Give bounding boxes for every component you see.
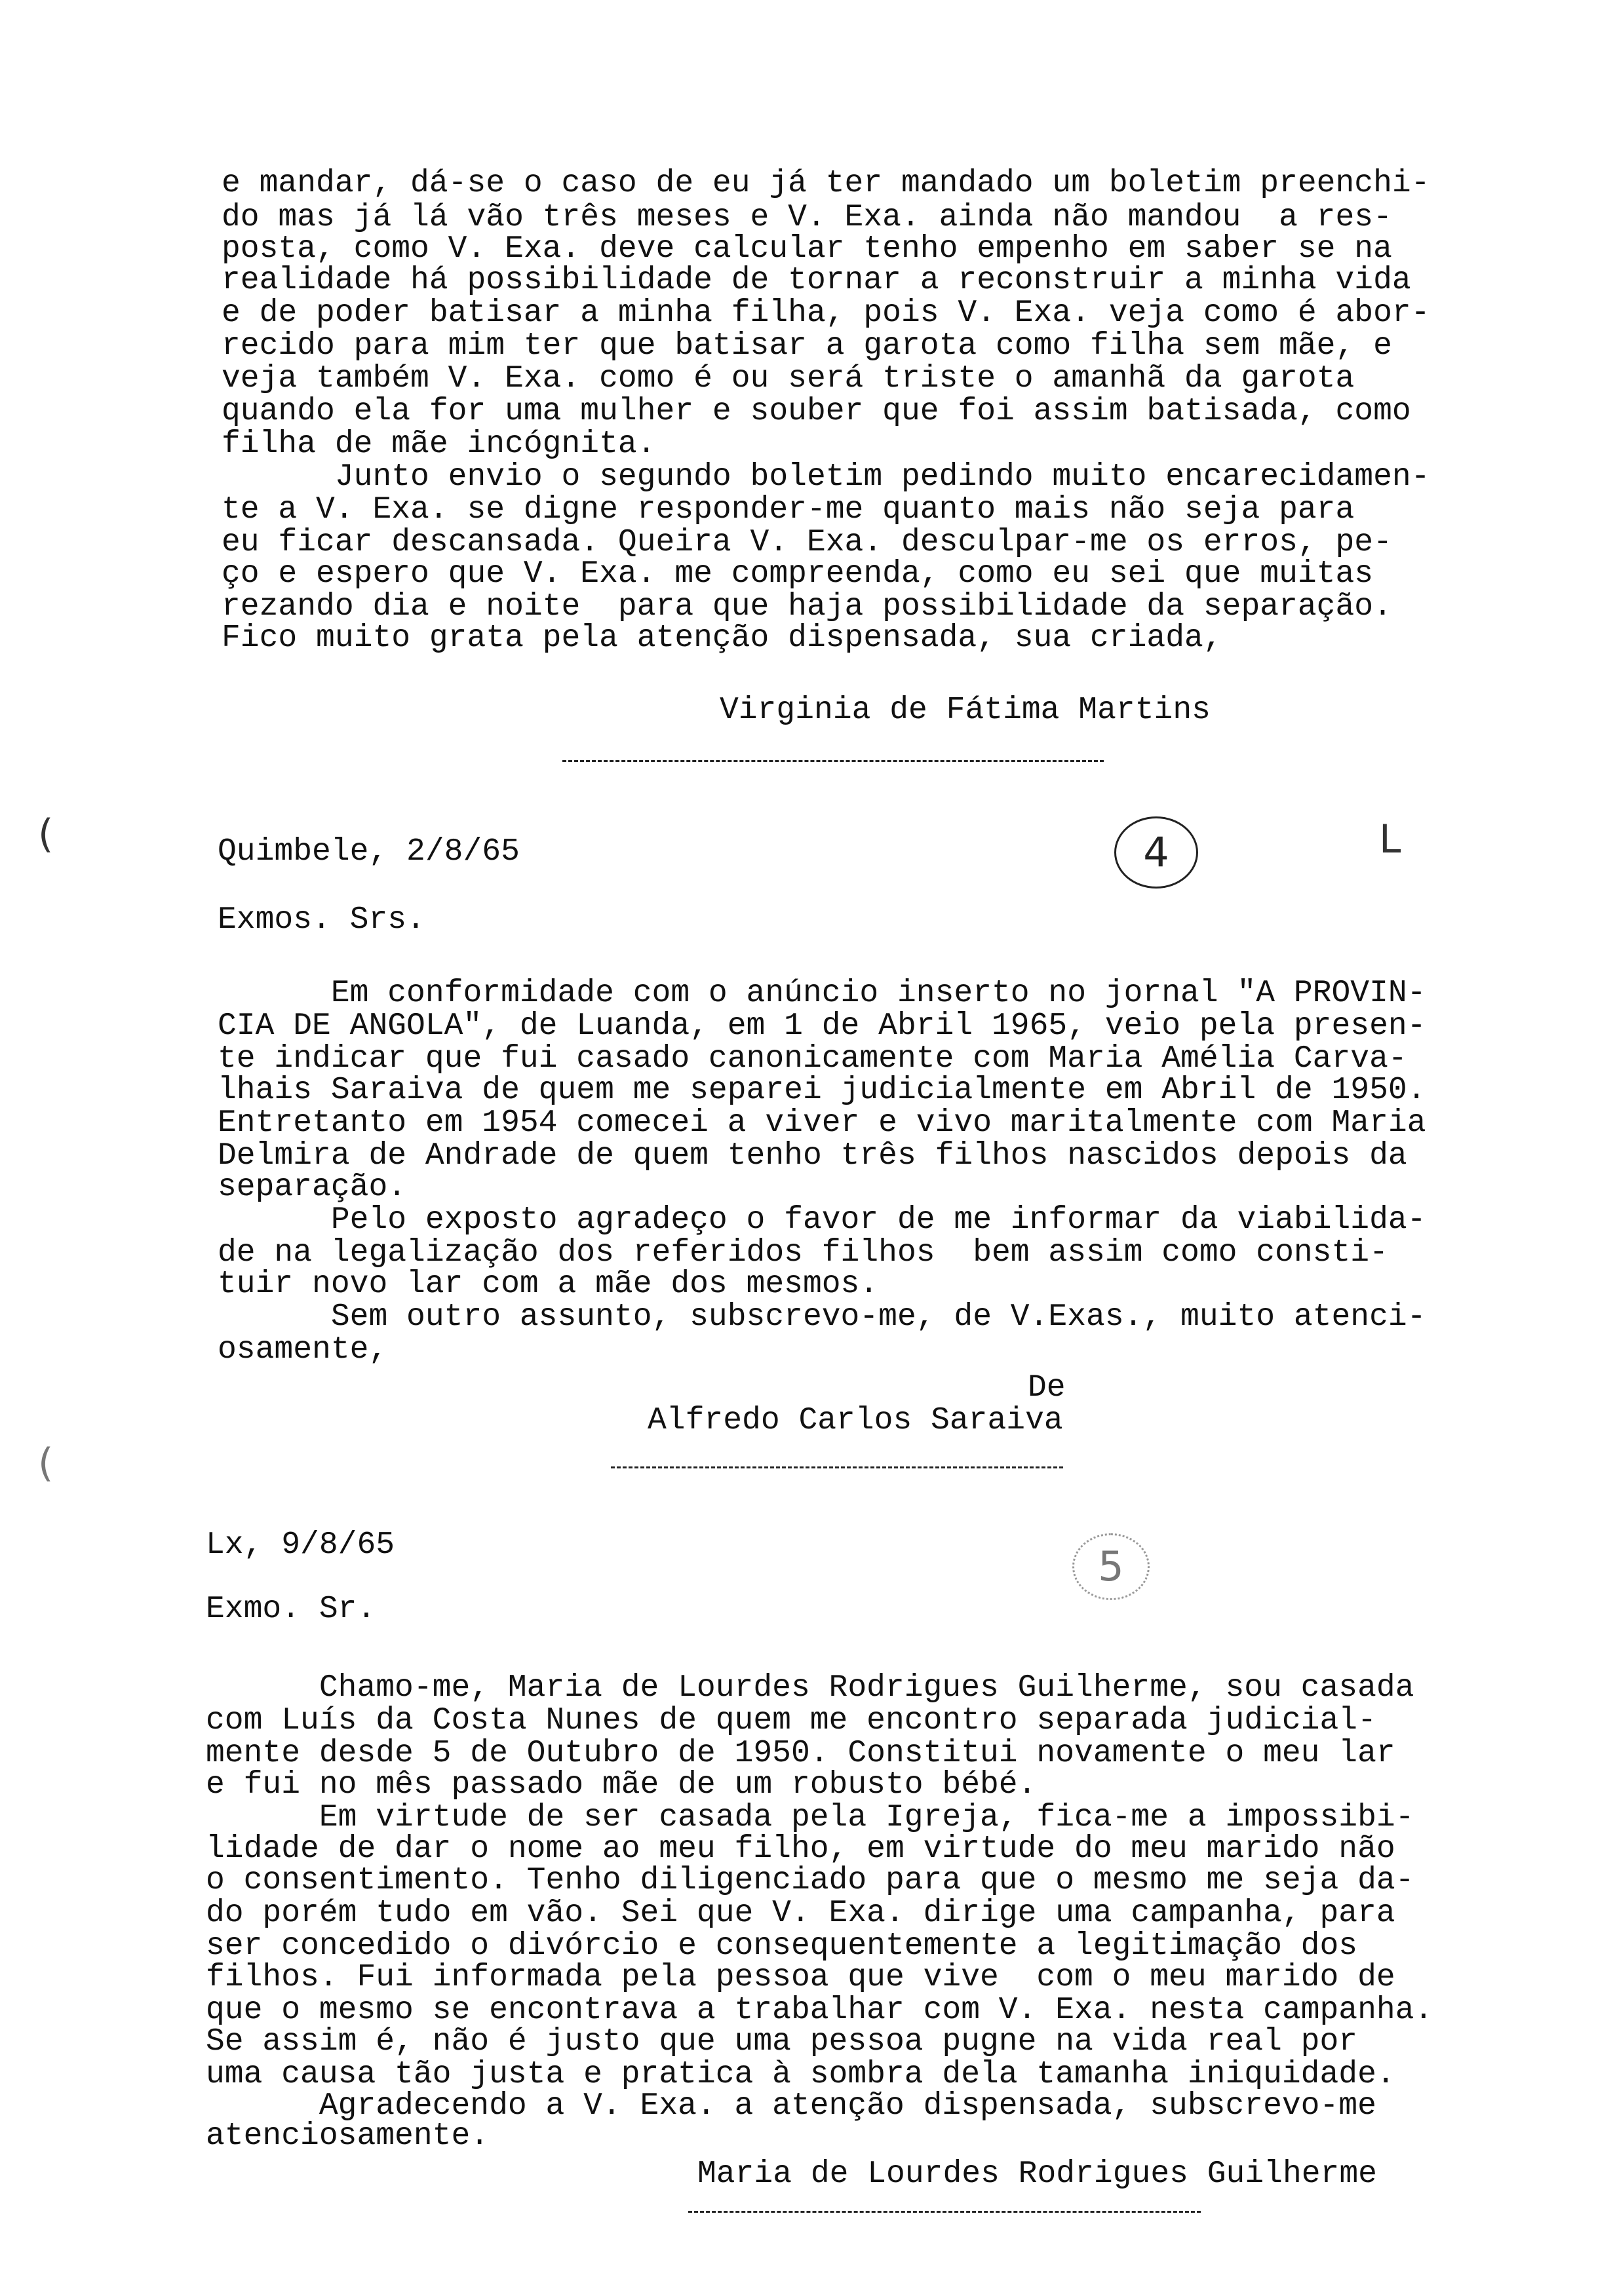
letter-1-line: e mandar, dá-se o caso de eu já ter mandado um boletim preenchi- — [222, 166, 1430, 201]
letter-2-line: separação. — [218, 1170, 407, 1205]
letter-2-place-date: Quimbele, 2/8/65 — [218, 834, 520, 870]
letter-1-line: do mas já lá vão três meses e V. Exa. ainda não mandou a res- — [222, 200, 1392, 235]
page-number-5: 5 — [1072, 1533, 1150, 1600]
letter-2-line: de na legalização dos referidos filhos bem assim como consti- — [218, 1235, 1388, 1271]
letter-3-line: Chamo-me, Maria de Lourdes Rodrigues Guilherme, sou casada — [206, 1670, 1414, 1706]
letter-2-signature: Alfredo Carlos Saraiva — [648, 1403, 1063, 1438]
letter-3-line: o consentimento. Tenho diligenciado para que o mesmo me seja da- — [206, 1863, 1414, 1898]
letter-1-line: Fico muito grata pela atenção dispensada, sua criada, — [222, 621, 1222, 656]
letter-1-line: posta, como V. Exa. deve calcular tenho empenho em saber se na — [222, 231, 1392, 267]
letter-1-line: quando ela for uma mulher e souber que foi assim batisada, como — [222, 394, 1411, 429]
letter-3-line: ser concedido o divórcio e consequentemente a legitimação dos — [206, 1928, 1358, 1964]
letter-2-line: Pelo exposto agradeço o favor de me informar da viabilida- — [218, 1202, 1426, 1238]
letter-2-line: te indicar que fui casado canonicamente com Maria Amélia Carva- — [218, 1041, 1407, 1077]
letter-3-line: atenciosamente. — [206, 2118, 490, 2154]
margin-mark-left: ( — [38, 811, 54, 857]
page-number-4: 4 — [1114, 816, 1198, 889]
letter-2-line: Sem outro assunto, subscrevo-me, de V.Exas., muito atenci- — [218, 1299, 1426, 1335]
letter-2-line: Entretanto em 1954 comecei a viver e vivo maritalmente com Maria — [218, 1105, 1426, 1141]
letter-3-line: Agradecendo a V. Exa. a atenção dispensada, subscrevo-me — [206, 2088, 1376, 2124]
letter-1-line: eu ficar descansada. Queira V. Exa. desculpar-me os erros, pe- — [222, 525, 1392, 560]
letter-2-separator-rule — [611, 1466, 1063, 1468]
letter-1-line: ço e espero que V. Exa. me compreenda, como eu sei que muitas — [222, 556, 1374, 592]
letter-3-line: lidade de dar o nome ao meu filho, em virtude do meu marido não — [206, 1831, 1395, 1867]
letter-1-line: recido para mim ter que batisar a garota como filha sem mãe, e — [222, 328, 1392, 364]
margin-mark-left-lower: ( — [38, 1440, 54, 1486]
letter-3-signature: Maria de Lourdes Rodrigues Guilherme — [697, 2156, 1377, 2192]
letter-2-line: osamente, — [218, 1332, 388, 1368]
letter-2-line: CIA DE ANGOLA", de Luanda, em 1 de Abril 1965, veio pela presen- — [218, 1008, 1426, 1044]
letter-3-line: do porém tudo em vão. Sei que V. Exa. dirige uma campanha, para — [206, 1896, 1395, 1931]
letter-3-line: filhos. Fui informada pela pessoa que vive com o meu marido de — [206, 1960, 1395, 1995]
letter-2-salutation: Exmos. Srs. — [218, 902, 425, 938]
letter-3-line: mente desde 5 de Outubro de 1950. Constitui novamente o meu lar — [206, 1736, 1395, 1771]
letter-2-line: lhais Saraiva de quem me separei judicialmente em Abril de 1950. — [218, 1073, 1426, 1108]
letter-1-signature: Virginia de Fátima Martins — [720, 693, 1211, 728]
letter-3-salutation: Exmo. Sr. — [206, 1592, 376, 1627]
letter-1-line: Junto envio o segundo boletim pedindo muito encarecidamen- — [222, 459, 1430, 495]
letter-1-line: veja também V. Exa. como é ou será triste o amanhã da garota — [222, 361, 1355, 396]
letter-1-separator-rule — [562, 760, 1104, 762]
letter-3-line: Se assim é, não é justo que uma pessoa pugne na vida real por — [206, 2024, 1358, 2059]
letter-1-line: te a V. Exa. se digne responder-me quanto mais não seja para — [222, 492, 1355, 527]
letter-3-line: com Luís da Costa Nunes de quem me encontro separada judicial- — [206, 1703, 1376, 1738]
letter-1-line: rezando dia e noite para que haja possibilidade da separação. — [222, 589, 1392, 624]
letter-1-line: e de poder batisar a minha filha, pois V. Exa. veja como é abor- — [222, 296, 1430, 331]
letter-3-place-date: Lx, 9/8/65 — [206, 1527, 395, 1563]
letter-2-line: tuir novo lar com a mãe dos mesmos. — [218, 1267, 879, 1302]
letter-1-line: realidade há possibilidade de tornar a reconstruir a minha vida — [222, 263, 1411, 298]
letter-3-line: uma causa tão justa e pratica à sombra dela tamanha iniquidade. — [206, 2057, 1395, 2092]
letter-3-line: que o mesmo se encontrava a trabalhar com V. Exa. nesta campanha. — [206, 1993, 1433, 2028]
letter-1-line: filha de mãe incógnita. — [222, 427, 656, 462]
letter-3-signature-rule — [688, 2211, 1201, 2213]
letter-2-margin-mark: L — [1379, 816, 1401, 862]
letter-2-line: Delmira de Andrade de quem tenho três filhos nascidos depois da — [218, 1138, 1407, 1174]
letter-2-closing-de: De — [1028, 1370, 1066, 1406]
letter-2-line: Em conformidade com o anúncio inserto no jornal "A PROVIN- — [218, 976, 1426, 1011]
letter-3-line: Em virtude de ser casada pela Igreja, fica-me a impossibi- — [206, 1800, 1414, 1835]
letter-3-line: e fui no mês passado mãe de um robusto bébé. — [206, 1767, 1037, 1803]
